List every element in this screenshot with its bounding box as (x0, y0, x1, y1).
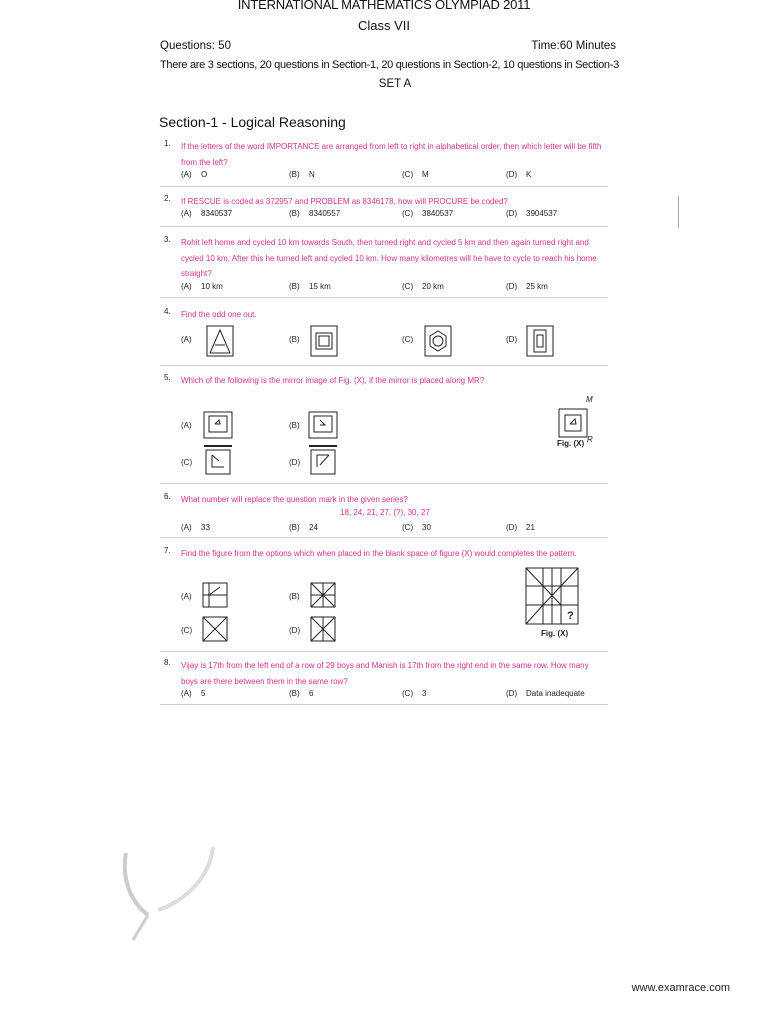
time-limit: Time:60 Minutes (531, 40, 616, 52)
section-title: Section-1 - Logical Reasoning (159, 114, 346, 130)
question-number: 5. (164, 373, 171, 382)
pattern-option-d (310, 616, 336, 642)
mirror-r-label: R (587, 435, 593, 444)
pattern-option-c (202, 616, 228, 642)
question-number: 8. (164, 658, 171, 667)
figure-x-pattern (525, 567, 579, 625)
figure-x-label: Fig. (X) (541, 629, 569, 638)
sections-info: There are 3 sections, 20 questions in Section-1, 20 questions in Section-2, 10 questions in Section-3 (160, 59, 619, 71)
option-c: (C) 30 (402, 523, 431, 532)
option-d: (D) 3904537 (506, 209, 558, 218)
option-c: (C) M (402, 170, 429, 179)
question-text: Rohit left home and cycled 10 km towards South, then turned right and cycled 5 km and then again turned right and cycled 10 km. After this he turned left and cycled 10 km. How many kilometres will he have to cycle to reach his home straight? (181, 238, 597, 278)
question-number: 7. (164, 546, 171, 555)
question-text: Vijay is 17th from the left end of a row of 29 boys and Manish is 17th from the right end in the same row. How many boys are there between them in the same row? (181, 661, 589, 686)
option-b: (B) 15 km (289, 282, 331, 291)
option-c: (C) 20 km (402, 282, 444, 291)
option-a: (A) (181, 335, 192, 344)
option-b: (B) 24 (289, 523, 318, 532)
footer-url: www.examrace.com (631, 982, 730, 994)
option-c: (C) (181, 626, 193, 635)
question-5 (160, 373, 608, 484)
decorative-watermark (118, 845, 223, 945)
question-number: 4. (164, 307, 171, 316)
option-d: (D) K (506, 170, 532, 179)
question-mark: ? (567, 610, 574, 622)
triangle-figure (206, 325, 234, 357)
option-a: (A) O (181, 170, 208, 179)
option-a: (A) (181, 592, 192, 601)
question-1 (160, 139, 608, 187)
option-a: (A) (181, 421, 192, 430)
question-4 (160, 307, 608, 366)
class-label: Class VII (357, 18, 410, 33)
question-2 (160, 194, 608, 227)
option-b: (B) 6 (289, 689, 314, 698)
questions-count: Questions: 50 (160, 40, 231, 52)
pattern-option-a (202, 582, 228, 608)
rectangle-figure (526, 325, 554, 357)
mirror-option-a (203, 411, 233, 439)
exam-title: INTERNATIONAL MATHEMATICS OLYMPIAD 2011 (237, 0, 531, 12)
question-number: 1. (164, 139, 171, 148)
mirror-option-c (203, 445, 233, 477)
figure-x-mirror (554, 399, 594, 439)
option-a: (A) 8340537 (181, 209, 233, 218)
option-d: (D) (289, 626, 301, 635)
hexagon-figure (424, 325, 452, 357)
question-6 (160, 492, 608, 538)
question-7 (160, 546, 608, 652)
option-d: (D) (289, 458, 301, 467)
question-text: Find the figure from the options which when placed in the blank space of figure (X) would completes the pattern. (181, 549, 577, 558)
option-a: (A) 10 km (181, 282, 223, 291)
option-d: (D) Data inadequate (506, 689, 585, 698)
question-number: 6. (164, 492, 171, 501)
mirror-option-d (308, 445, 338, 477)
question-text: What number will replace the question mark in the given series? (181, 495, 408, 504)
question-8 (160, 658, 608, 705)
pattern-option-b (310, 582, 336, 608)
mirror-m-label: M (586, 395, 593, 404)
option-c: (C) 3 (402, 689, 427, 698)
option-c: (C) 3840537 (402, 209, 454, 218)
question-number: 2. (164, 194, 171, 203)
option-d: (D) (506, 335, 518, 344)
option-a: (A) 33 (181, 523, 210, 532)
option-c: (C) (402, 335, 414, 344)
square-figure (310, 325, 338, 357)
question-text: If the letters of the word IMPORTANCE are arranged from left to right in alphabetical order, then which letter will be fifth from the left? (181, 142, 602, 167)
figure-x-label: Fig. (X) (557, 439, 585, 448)
question-3 (160, 235, 608, 298)
question-text: If RESCUE is coded as 372957 and PROBLEM as 8346178, how will PROCURE be coded? (181, 197, 508, 206)
question-number: 3. (164, 235, 171, 244)
option-c: (C) (181, 458, 193, 467)
option-b: (B) (289, 592, 300, 601)
question-text: Find the odd one out. (181, 310, 257, 319)
mirror-option-b (308, 411, 338, 439)
option-b: (B) (289, 335, 300, 344)
option-d: (D) 25 km (506, 282, 548, 291)
option-a: (A) 5 (181, 689, 206, 698)
set-label: SET A (378, 78, 412, 90)
option-d: (D) 21 (506, 523, 535, 532)
question-text: Which of the following is the mirror image of Fig. (X), if the mirror is placed along MR? (181, 376, 485, 385)
option-b: (B) N (289, 170, 315, 179)
option-b: (B) 8340557 (289, 209, 341, 218)
number-series: 18, 24, 21, 27, (?), 30, 27 (340, 508, 430, 517)
option-b: (B) (289, 421, 300, 430)
stray-mark (678, 196, 679, 228)
